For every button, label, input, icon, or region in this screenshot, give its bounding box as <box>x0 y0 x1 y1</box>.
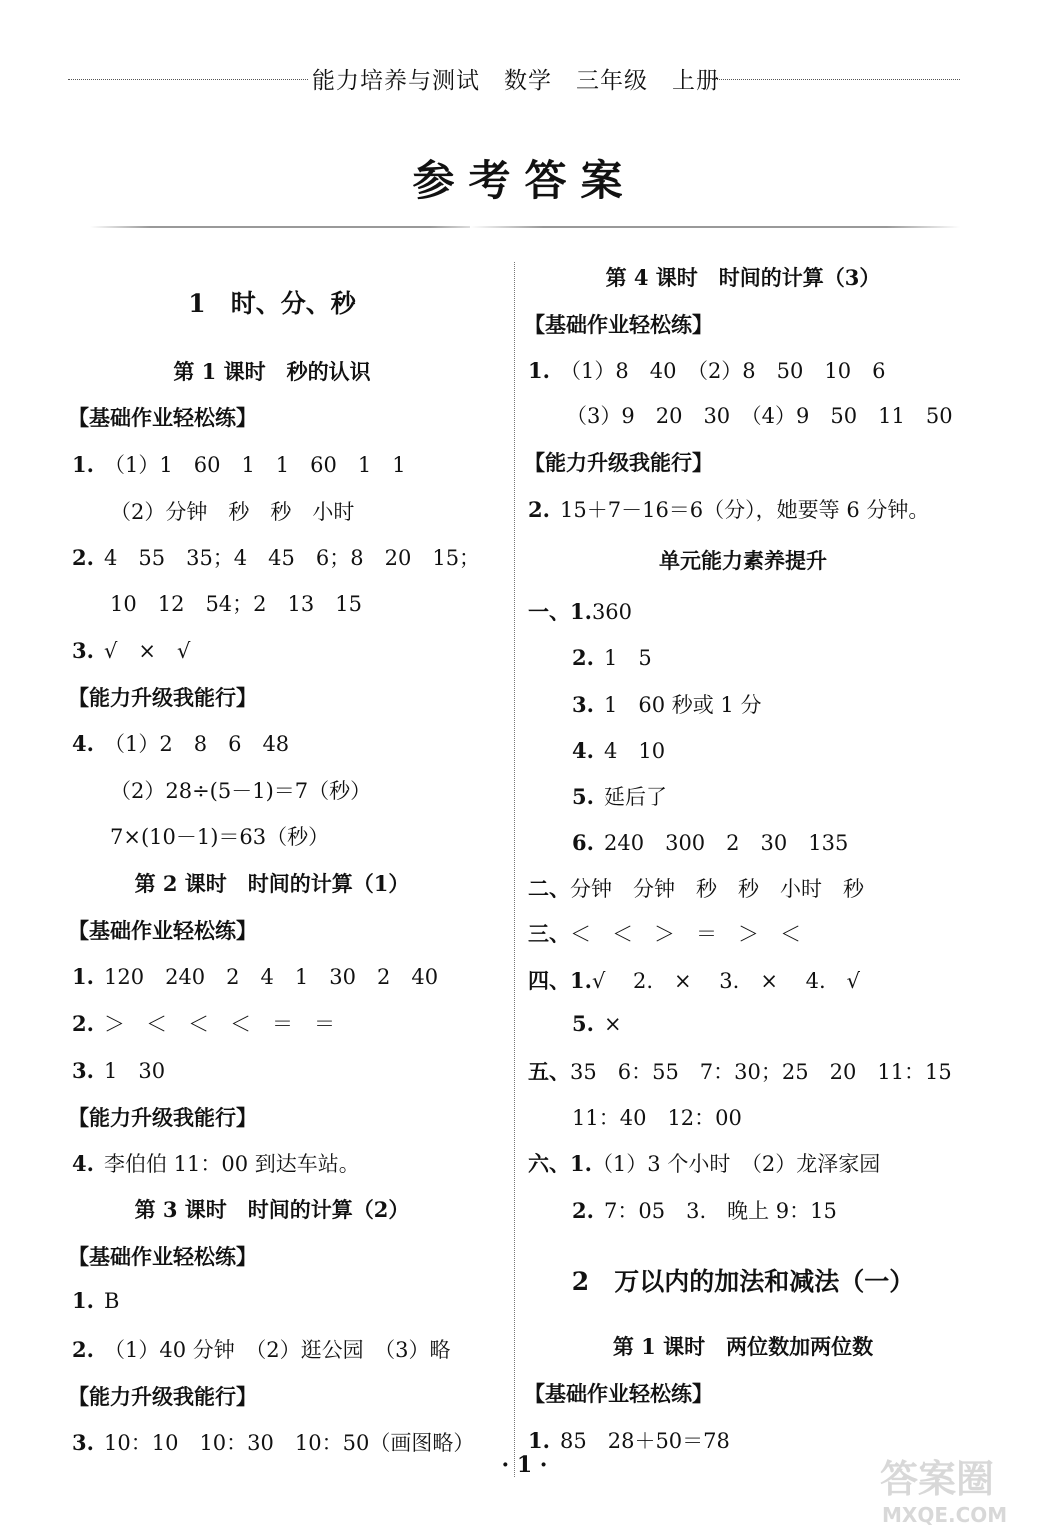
item-text: （1）1 60 1 1 60 1 1 <box>104 453 406 477</box>
item-number: 六、1. <box>528 1151 592 1176</box>
item-text: 7×(10－1)＝63（秒） <box>110 825 330 849</box>
item-number: 2. <box>572 645 594 670</box>
item-text: 240 300 2 30 135 <box>604 831 849 855</box>
item-text: （2）28÷(5－1)＝7（秒） <box>110 779 372 803</box>
item-text: 【基础作业轻松练】 <box>68 918 257 943</box>
answer-item <box>572 781 667 811</box>
item-text: 分钟 分钟 秒 秒 小时 秒 <box>570 877 864 901</box>
item-text: 10 12 54；2 13 15 <box>110 592 362 616</box>
item-number: 三、 <box>528 921 570 946</box>
item-text: 【基础作业轻松练】 <box>524 312 713 337</box>
answer-item <box>572 827 848 857</box>
item-text: 第 1 课时 秒的认识 <box>173 359 371 384</box>
item-number: 6. <box>572 830 594 855</box>
item-text: √ 2. × 3. × 4. √ <box>591 969 861 993</box>
item-text: 360 <box>591 600 633 624</box>
answer-item <box>72 542 480 572</box>
item-text: 【能力升级我能行】 <box>68 1105 257 1130</box>
item-text: （1）3 个小时 （2）龙泽家园 <box>591 1152 881 1176</box>
item-number: 2. <box>72 545 94 570</box>
item-number: 1. <box>528 1428 550 1453</box>
answer-item <box>72 449 406 479</box>
section-heading <box>524 447 713 477</box>
answer-item <box>572 689 761 719</box>
item-number: 5. <box>572 1011 594 1036</box>
item-number: 一、1. <box>528 599 592 624</box>
item-text: 【能力升级我能行】 <box>524 450 713 475</box>
item-text: 15＋7－16＝6（分），她要等 6 分钟。 <box>560 498 930 522</box>
answer-item <box>72 1334 450 1364</box>
item-number: 3. <box>572 692 594 717</box>
item-number: 2. <box>528 497 550 522</box>
section-heading <box>68 1102 257 1132</box>
item-text: 10：10 10：30 10：50（画图略） <box>104 1431 475 1455</box>
answer-continuation <box>110 821 329 851</box>
item-number: 2. <box>572 1198 594 1223</box>
section-heading <box>68 402 257 432</box>
item-text: × <box>604 1012 622 1036</box>
item-text: 【能力升级我能行】 <box>68 685 257 710</box>
answer-item <box>572 1195 837 1225</box>
answer-item <box>72 961 438 991</box>
item-text: ＜ ＜ ＞ ＝ ＞ ＜ <box>570 922 801 946</box>
item-text: 1 5 <box>604 646 652 670</box>
item-text: 【基础作业轻松练】 <box>68 1244 257 1269</box>
item-text: 4 10 <box>604 739 666 763</box>
item-text: 4 55 35；4 45 6；8 20 15； <box>104 546 481 570</box>
answer-item <box>572 642 652 672</box>
item-number: 1. <box>72 1288 94 1313</box>
item-number: 四、1. <box>528 968 592 993</box>
page-number: · 1 · <box>501 1452 548 1478</box>
section-heading <box>524 309 713 339</box>
answer-item <box>572 1011 622 1036</box>
answer-continuation <box>110 496 354 526</box>
lesson-heading <box>72 356 472 386</box>
answer-item <box>528 918 801 948</box>
lesson-heading <box>72 868 472 898</box>
item-text: 120 240 2 4 1 30 2 40 <box>104 965 439 989</box>
answer-item <box>72 728 289 758</box>
item-number: 五、 <box>528 1059 570 1084</box>
item-number: 4. <box>72 1151 94 1176</box>
item-text: 【基础作业轻松练】 <box>524 1381 713 1406</box>
item-text: 李伯伯 11：00 到达车站。 <box>104 1152 360 1176</box>
item-number: 2. <box>72 1337 94 1362</box>
watermark-url: MXQE.COM <box>882 1503 1008 1527</box>
item-text: 1 30 <box>104 1059 166 1083</box>
answer-item <box>72 1008 335 1038</box>
answer-item <box>528 1148 880 1178</box>
header-dotted-line-left <box>68 79 308 80</box>
item-text: 第 3 课时 时间的计算（2） <box>134 1197 410 1222</box>
item-number: 2. <box>72 1011 94 1036</box>
answer-continuation <box>110 588 362 618</box>
answer-continuation <box>572 1102 742 1132</box>
item-number: 二、 <box>528 876 570 901</box>
item-text: 85 28＋50＝78 <box>560 1429 730 1453</box>
item-text: （2）分钟 秒 秒 小时 <box>110 500 355 524</box>
lesson-heading <box>528 545 958 575</box>
item-text: 7：05 3. 晚上 9：15 <box>604 1199 837 1223</box>
answer-item <box>528 494 929 524</box>
item-text: 【基础作业轻松练】 <box>68 405 257 430</box>
column-divider <box>514 262 515 1477</box>
section-heading <box>68 1381 257 1411</box>
item-text: 【能力升级我能行】 <box>68 1384 257 1409</box>
header-title: 能力培养与测试 数学 三年级 上册 <box>312 68 720 94</box>
item-number: 1. <box>528 358 550 383</box>
lesson-heading <box>72 1194 472 1224</box>
title-rule-right <box>470 226 960 228</box>
answer-item <box>572 735 665 765</box>
item-text: 2 万以内的加法和减法（一） <box>571 1267 915 1296</box>
item-number: 4. <box>572 738 594 763</box>
unit-heading <box>528 1262 958 1298</box>
item-text: 第 4 课时 时间的计算（3） <box>605 265 881 290</box>
lesson-heading <box>528 262 958 292</box>
item-text: B <box>104 1289 120 1313</box>
item-text: （1）2 8 6 48 <box>104 732 290 756</box>
item-number: 3. <box>72 1058 94 1083</box>
answer-item <box>528 1056 952 1086</box>
watermark-text: 答案圈 <box>880 1457 995 1501</box>
section-heading <box>68 1241 257 1271</box>
section-heading <box>68 682 257 712</box>
item-number: 3. <box>72 1430 94 1455</box>
answer-item <box>72 1288 119 1313</box>
section-heading <box>68 915 257 945</box>
item-text: 1 60 秒或 1 分 <box>604 693 762 717</box>
header-dotted-line-right <box>712 79 960 80</box>
lesson-heading <box>528 1331 958 1361</box>
unit-heading <box>72 284 472 320</box>
item-number: 4. <box>72 731 94 756</box>
answer-item <box>72 1148 360 1178</box>
item-text: 单元能力素养提升 <box>659 548 827 573</box>
page-title: 参考答案 <box>412 156 637 205</box>
answer-item <box>72 635 190 665</box>
answer-item <box>72 1055 165 1085</box>
item-text: （3）9 20 30 （4）9 50 11 50 <box>566 404 953 428</box>
item-number: 3. <box>72 638 94 663</box>
answer-continuation <box>566 400 953 430</box>
answer-item <box>528 1425 730 1455</box>
item-text: （1）8 40 （2）8 50 10 6 <box>560 359 886 383</box>
item-number: 5. <box>572 784 594 809</box>
item-number: 1. <box>72 964 94 989</box>
item-number: 1. <box>72 452 94 477</box>
item-text: 11：40 12：00 <box>572 1106 742 1130</box>
title-rule-left <box>90 226 490 228</box>
item-text: ＞ ＜ ＜ ＜ ＝ ＝ <box>104 1012 335 1036</box>
answer-item <box>528 965 860 995</box>
item-text: （1）40 分钟 （2）逛公园 （3）略 <box>104 1338 451 1362</box>
item-text: 35 6：55 7：30；25 20 11：15 <box>570 1060 952 1084</box>
item-text: √ × √ <box>104 639 191 663</box>
section-heading <box>524 1378 713 1408</box>
answer-item <box>528 355 885 385</box>
answer-item <box>528 596 632 626</box>
item-text: 延后了 <box>604 785 667 809</box>
item-text: 第 2 课时 时间的计算（1） <box>134 871 410 896</box>
answer-continuation <box>110 775 371 805</box>
item-text: 第 1 课时 两位数加两位数 <box>612 1334 874 1359</box>
item-text: 1 时、分、秒 <box>188 289 356 318</box>
answer-item <box>528 873 864 903</box>
watermark-logo <box>870 1450 1040 1530</box>
